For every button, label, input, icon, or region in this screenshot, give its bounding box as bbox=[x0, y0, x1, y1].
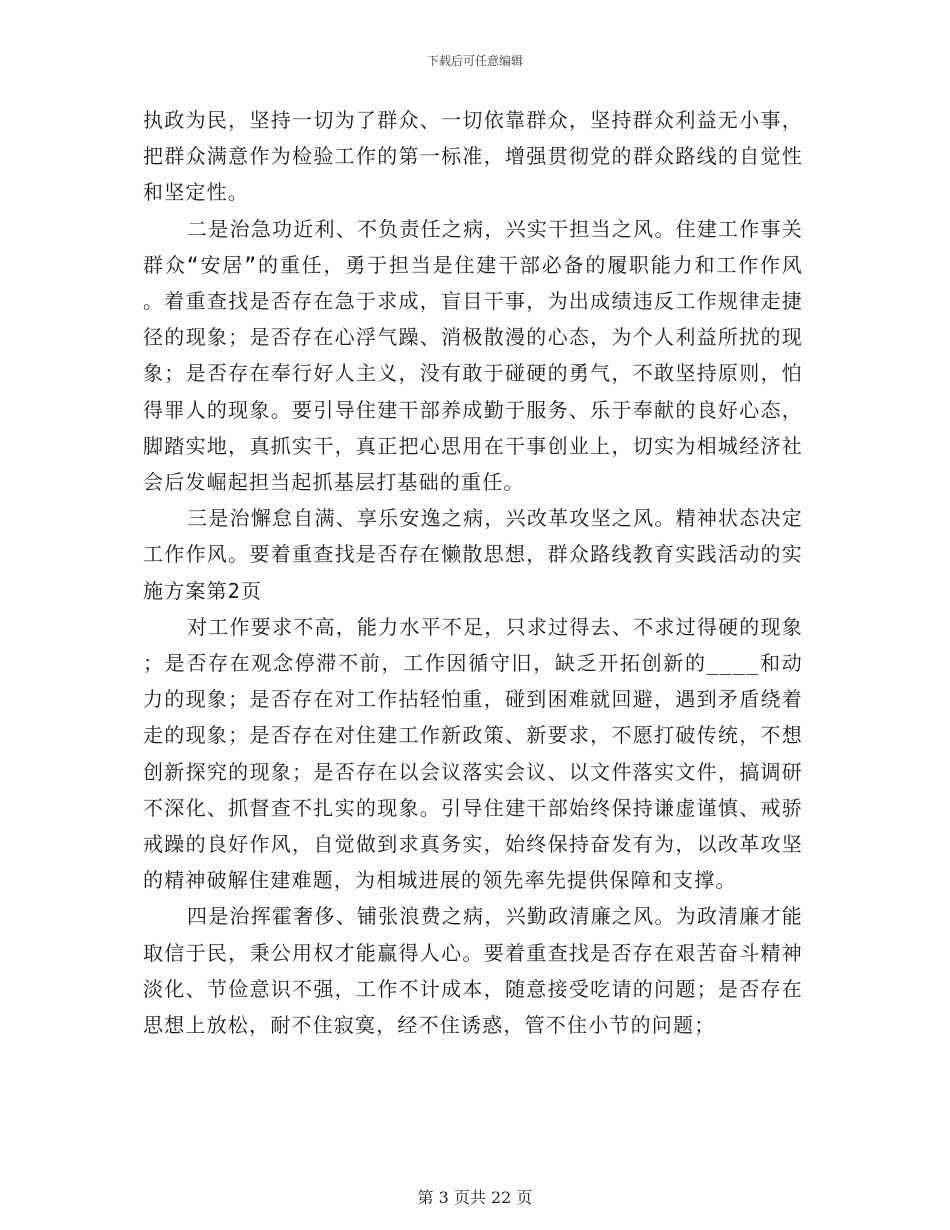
document-body bbox=[143, 102, 803, 1043]
page-header: 下载后可任意编辑 bbox=[426, 54, 523, 68]
paragraph-2: 二是治急功近利、不负责任之病，兴实干担当之风。住建工作事关群众“安居”的重任，勇于担当是住建干部必备的履职能力和工作作风。着重查找是否存在急于求成，盲目干事，为出成绩违反工作规律走捷径的现象；是否存在心浮气躁、消极散漫的心态，为个人利益所扰的现象；是否存在奉行好人主义，没有敢于碰硬的勇气，不敢坚持原则，怕得罪人的现象。要引导住建干部养成勤于服务、乐于奉献的良好心态，脚踏实地，真抓实干，真正把心思用在干事创业上，切实为相城经济社会后发崛起担当起抓基层打基础的重任。 bbox=[143, 216, 803, 495]
paragraph-continuation: 执政为民，坚持一切为了群众、一切依靠群众，坚持群众利益无小事，把群众满意作为检验工作的第一标准，增强贯彻党的群众路线的自觉性和坚定性。 bbox=[143, 108, 803, 205]
paragraph-5: 四是治挥霍奢侈、铺张浪费之病，兴勤政清廉之风。为政清廉才能取信于民，秉公用权才能赢得人心。要着重查找是否存在艰苦奋斗精神淡化、节俭意识不强，工作不计成本，随意接受吃请的问题；是否存在思想上放松，耐不住寂寞，经不住诱惑，管不住小节的问题； bbox=[143, 904, 803, 1038]
page-number: 第 3 页共 22 页 bbox=[417, 1188, 533, 1207]
paragraph-3: 三是治懈怠自满、享乐安逸之病，兴改革攻坚之风。精神状态决定工作作风。要着重查找是否存在懒散思想，群众路线教育实践活动的实施方案第2页 bbox=[143, 506, 803, 603]
paragraph-4: 对工作要求不高，能力水平不足，只求过得去、不求过得硬的现象；是否存在观念停滞不前，工作因循守旧，缺乏开拓创新的____和动力的现象；是否存在对工作拈轻怕重，碰到困难就回避，遇到矛盾绕着走的现象；是否存在对住建工作新政策、新要求，不愿打破传统，不想创新探究的现象；是否存在以会议落实会议、以文件落实文件，搞调研不深化、抓督查不扎实的现象。引导住建干部始终保持谦虚谨慎、戒骄戒躁的良好作风，自觉做到求真务实，始终保持奋发有为，以改革攻坚的精神破解住建难题，为相城进展的领先率先提供保障和支撑。 bbox=[143, 614, 803, 893]
